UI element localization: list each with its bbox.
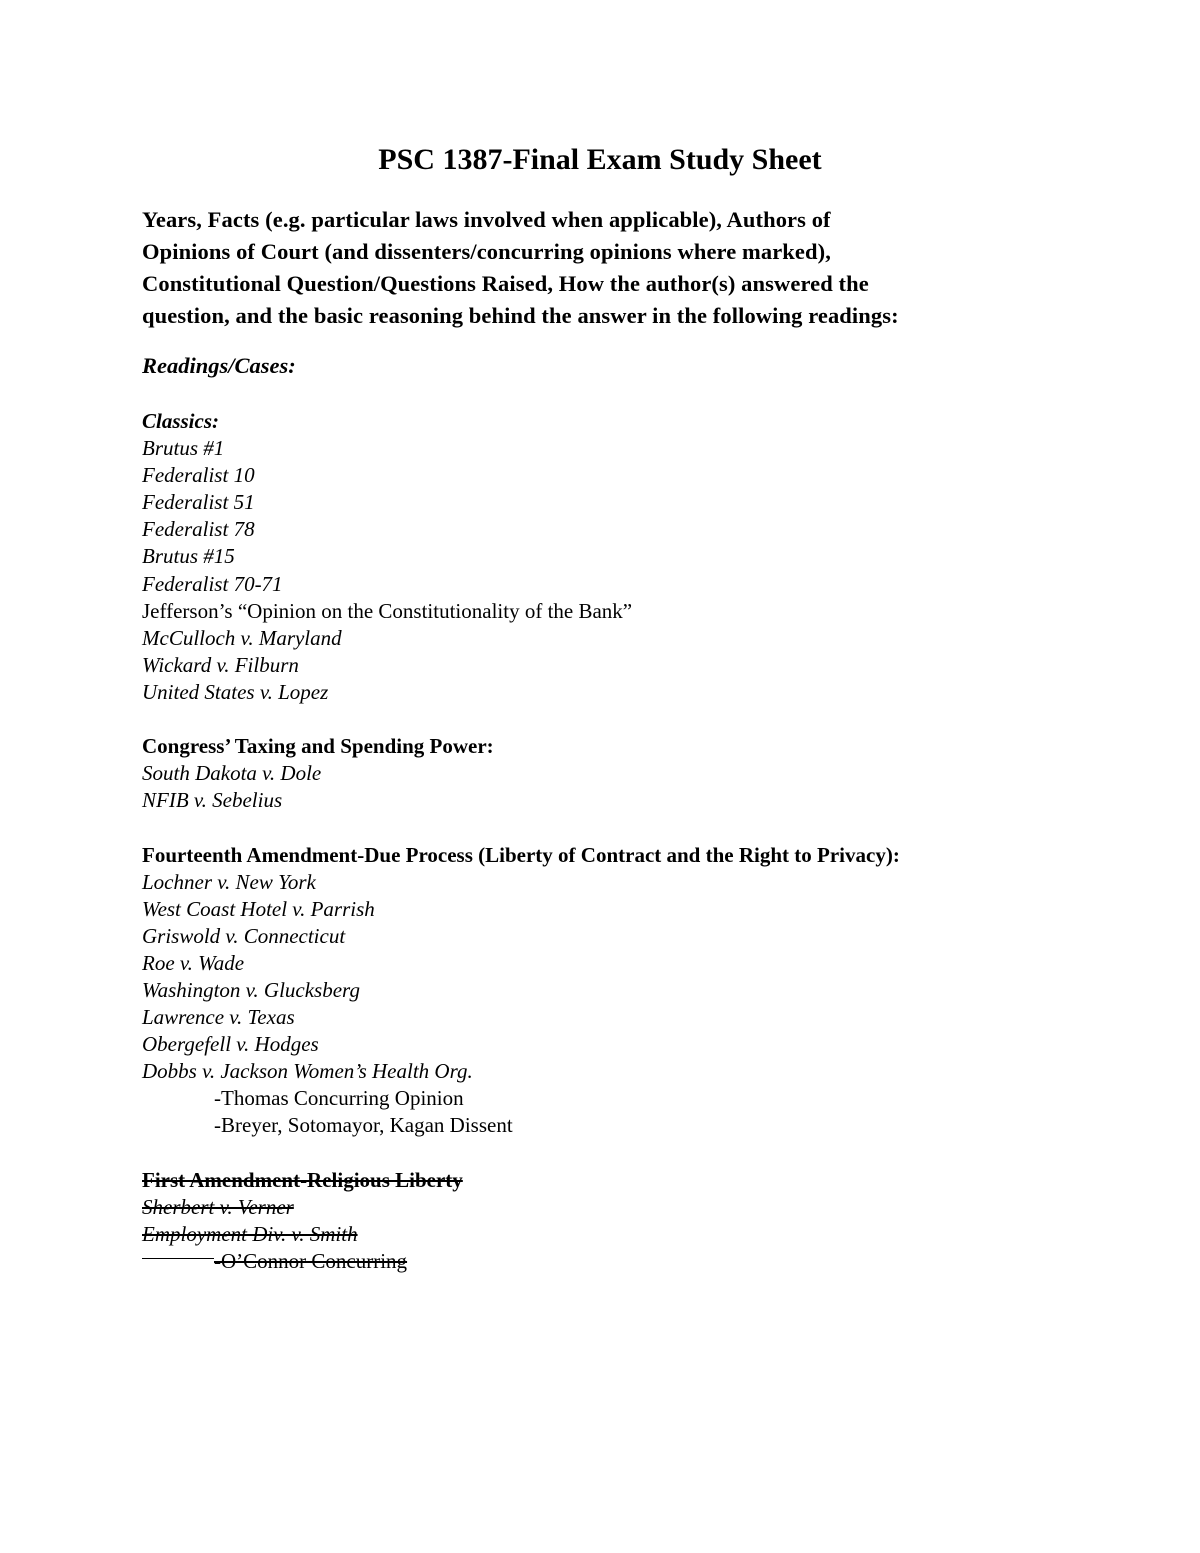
instructions-line: Opinions of Court (and dissenters/concurring opinions where marked), [142, 239, 831, 264]
reading-sub-item: -Thomas Concurring Opinion [214, 1086, 464, 1111]
reading-item: Brutus #1 [142, 436, 225, 461]
reading-item: NFIB v. Sebelius [142, 788, 283, 813]
reading-item: Federalist 78 [142, 517, 255, 542]
section-first-amendment [142, 1167, 1072, 1275]
reading-item: Sherbert v. Verner [142, 1194, 294, 1219]
readings-list [142, 408, 1072, 1302]
reading-sub-item: -Breyer, Sotomayor, Kagan Dissent [214, 1113, 513, 1138]
reading-item: Federalist 51 [142, 490, 255, 515]
instructions-line: Constitutional Question/Questions Raised, How the author(s) answered the [142, 271, 869, 296]
reading-item: United States v. Lopez [142, 679, 329, 704]
reading-item: Griswold v. Connecticut [142, 923, 346, 948]
reading-item: South Dakota v. Dole [142, 761, 322, 786]
reading-item: Jefferson’s “Opinion on the Constitutionality of the Bank” [142, 598, 633, 623]
reading-item: Employment Div. v. Smith [142, 1221, 358, 1246]
section-fourteenth-amendment [142, 842, 1072, 1140]
document-title: PSC 1387-Final Exam Study Sheet [378, 143, 822, 176]
reading-sub-item: -O’Connor Concurring [214, 1248, 408, 1273]
reading-item: Obergefell v. Hodges [142, 1032, 319, 1057]
section-heading: Fourteenth Amendment-Due Process (Liberty of Contract and the Right to Privacy): [142, 842, 900, 867]
instructions-line: Years, Facts (e.g. particular laws involved when applicable), Authors of [142, 207, 831, 232]
instructions-line: question, and the basic reasoning behind the answer in the following readings: [142, 303, 899, 328]
reading-sub-item-row [142, 1248, 1072, 1275]
section-taxing-spending [142, 733, 1072, 814]
section-classics [142, 408, 1072, 706]
section-heading: Classics: [142, 409, 220, 433]
reading-item: Washington v. Glucksberg [142, 977, 360, 1002]
strikethrough-indent-line [142, 1258, 214, 1259]
reading-item: Dobbs v. Jackson Women’s Health Org. [142, 1059, 473, 1084]
section-heading: Congress’ Taxing and Spending Power: [142, 734, 494, 759]
reading-item: McCulloch v. Maryland [142, 625, 342, 650]
reading-item: Roe v. Wade [142, 950, 245, 975]
reading-item: Lochner v. New York [142, 869, 316, 894]
reading-item: Lawrence v. Texas [142, 1005, 295, 1030]
readings-heading: Readings/Cases: [142, 353, 296, 378]
instructions-paragraph [142, 204, 1072, 332]
reading-item: Federalist 70-71 [142, 571, 283, 596]
reading-item: Federalist 10 [142, 463, 255, 488]
reading-item: West Coast Hotel v. Parrish [142, 896, 375, 921]
section-heading: First Amendment-Religious Liberty [142, 1167, 463, 1192]
reading-item: Brutus #15 [142, 544, 235, 569]
reading-item: Wickard v. Filburn [142, 652, 299, 677]
